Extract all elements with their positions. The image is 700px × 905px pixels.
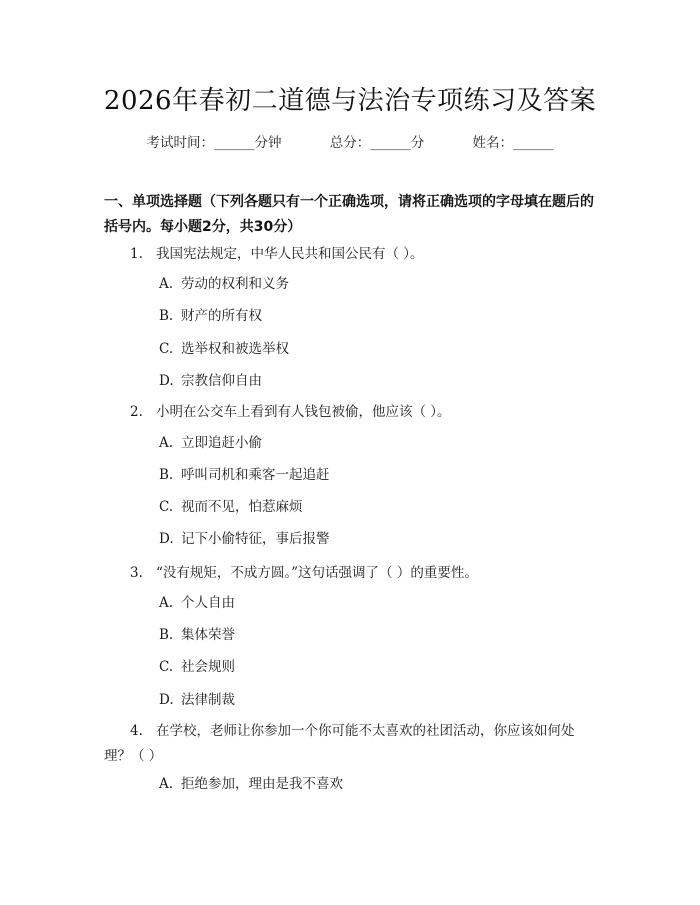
option-letter: B.: [159, 467, 174, 483]
option-letter: D.: [159, 531, 174, 547]
option-text: 宗教信仰自由: [181, 373, 262, 389]
option-text: 立即追赶小偷: [181, 435, 262, 451]
option-text: 集体荣誉: [181, 627, 235, 643]
question-2: [104, 400, 600, 425]
document-title: 2026年春初二道德与法治专项练习及答案: [103, 86, 597, 116]
question-number: 4.: [130, 723, 143, 739]
option-letter: A.: [159, 595, 174, 611]
question-number: 2.: [130, 404, 143, 420]
option-text: 拒绝参加，理由是我不喜欢: [181, 776, 343, 792]
option-text: 记下小偷特征，事后报警: [181, 531, 330, 547]
question-text: 我国宪法规定，中华人民共和国公民有（ ）。: [156, 246, 424, 262]
question-3: [104, 561, 600, 586]
option-letter: C.: [159, 341, 174, 357]
option-letter: C.: [159, 499, 174, 515]
question-number: 1.: [130, 246, 143, 262]
option-3a: [159, 593, 235, 613]
option-letter: C.: [159, 659, 174, 675]
option-3d: [159, 690, 235, 710]
option-1c: [159, 339, 289, 359]
student-name-field: 姓名：______: [472, 135, 554, 151]
option-1d: [159, 371, 262, 391]
question-number: 3.: [130, 565, 143, 581]
option-4a: [159, 774, 343, 794]
option-text: 视而不见，怕惹麻烦: [181, 499, 303, 515]
exam-info: [0, 131, 700, 151]
question-1: [104, 242, 600, 267]
option-letter: D.: [159, 373, 174, 389]
exam-time-field: 考试时间：______分钟: [146, 135, 282, 151]
option-text: 个人自由: [181, 595, 235, 611]
option-1a: [159, 274, 289, 294]
option-3b: [159, 625, 235, 645]
option-2c: [159, 497, 303, 517]
question-text: 小明在公交车上看到有人钱包被偷，他应该（ ）。: [156, 404, 451, 420]
option-text: 劳动的权利和义务: [181, 276, 289, 292]
question-text: “没有规矩，不成方圆。”这句话强调了（ ）的重要性。: [156, 565, 478, 581]
section-heading: 一、单项选择题（下列各题只有一个正确选项，请将正确选项的字母填在题后的括号内。每小题2分，共30分）: [104, 194, 594, 235]
option-2a: [159, 433, 262, 453]
option-letter: A.: [159, 276, 174, 292]
option-letter: B.: [159, 308, 174, 324]
option-letter: A.: [159, 435, 174, 451]
option-3c: [159, 657, 235, 677]
option-text: 呼叫司机和乘客一起追赶: [181, 467, 330, 483]
option-2b: [159, 465, 330, 485]
question-text: 在学校，老师让你参加一个你可能不太喜欢的社团活动，你应该如何处理？（ ）: [104, 723, 575, 764]
option-1b: [159, 306, 262, 326]
question-4: [104, 719, 600, 769]
option-2d: [159, 529, 330, 549]
option-letter: D.: [159, 692, 174, 708]
option-letter: B.: [159, 627, 174, 643]
option-text: 选举权和被选举权: [181, 341, 289, 357]
option-text: 法律制裁: [181, 692, 235, 708]
total-score-field: 总分：______分: [329, 135, 425, 151]
option-text: 财产的所有权: [181, 308, 262, 324]
option-letter: A.: [159, 776, 174, 792]
option-text: 社会规则: [181, 659, 235, 675]
